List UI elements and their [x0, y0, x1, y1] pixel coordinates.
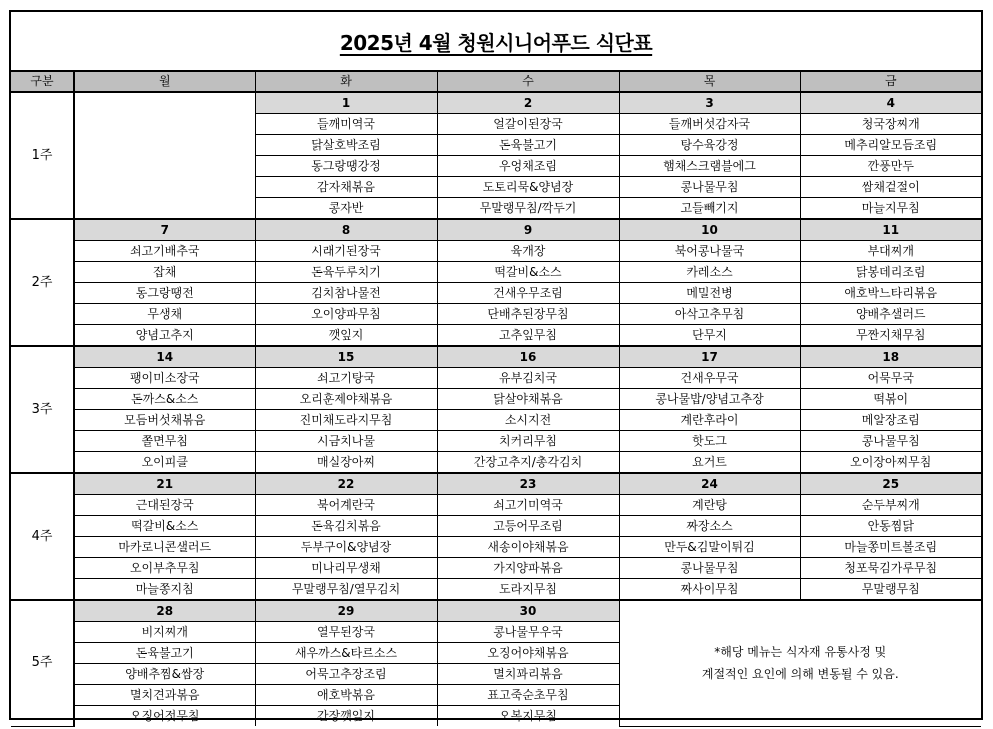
date-cell: 23 — [437, 473, 619, 495]
date-row — [11, 346, 981, 368]
menu-item: 쇠고기미역국 — [437, 495, 619, 516]
menu-item: 간장깻잎지 — [255, 706, 437, 727]
menu-item: 고추잎무침 — [437, 325, 619, 347]
menu-table — [11, 72, 981, 727]
menu-item: 돈육두루치기 — [255, 262, 437, 283]
menu-item: 카레소스 — [619, 262, 800, 283]
menu-row — [11, 579, 981, 601]
menu-item: 멸치꽈리볶음 — [437, 664, 619, 685]
menu-row — [11, 431, 981, 452]
note-line: *해당 메뉴는 식자재 유통사정 및 — [714, 645, 887, 660]
menu-item: 청국장찌개 — [800, 114, 981, 135]
menu-item: 오이장아찌무침 — [800, 452, 981, 474]
menu-item: 진미채도라지무침 — [255, 410, 437, 431]
menu-item: 깻잎지 — [255, 325, 437, 347]
menu-item: 콩나물무침 — [619, 558, 800, 579]
header-day: 목 — [619, 72, 800, 92]
menu-item: 떡갈비&소스 — [437, 262, 619, 283]
menu-item: 어묵고추장조림 — [255, 664, 437, 685]
menu-item: 계란탕 — [619, 495, 800, 516]
menu-item: 양배추찜&쌈장 — [74, 664, 255, 685]
title-bar — [11, 12, 981, 72]
menu-item: 간장고추지/총각김치 — [437, 452, 619, 474]
date-cell: 17 — [619, 346, 800, 368]
menu-item: 들깨미역국 — [255, 114, 437, 135]
menu-item: 마늘쫑지침 — [74, 579, 255, 601]
menu-row — [11, 537, 981, 558]
menu-item: 마카로니콘샐러드 — [74, 537, 255, 558]
menu-item: 순두부찌개 — [800, 495, 981, 516]
menu-item: 팽이미소장국 — [74, 368, 255, 389]
menu-item: 오리훈제야채볶음 — [255, 389, 437, 410]
date-row — [11, 600, 981, 622]
week-label: 2주 — [11, 219, 74, 346]
menu-item: 들깨버섯감자국 — [619, 114, 800, 135]
date-cell: 9 — [437, 219, 619, 241]
menu-item: 돈육불고기 — [437, 135, 619, 156]
menu-item: 열무된장국 — [255, 622, 437, 643]
menu-item: 계란후라이 — [619, 410, 800, 431]
menu-item: 부대찌개 — [800, 241, 981, 262]
date-cell: 4 — [800, 92, 981, 114]
menu-item: 미나리무생채 — [255, 558, 437, 579]
menu-item: 무짠지채무침 — [800, 325, 981, 347]
menu-item: 오징어젓무침 — [74, 706, 255, 727]
menu-item: 소시지전 — [437, 410, 619, 431]
date-cell: 16 — [437, 346, 619, 368]
menu-row — [11, 495, 981, 516]
menu-item: 콩자반 — [255, 198, 437, 220]
menu-item: 도토리묵&양념장 — [437, 177, 619, 198]
menu-item: 멸치견과볶음 — [74, 685, 255, 706]
menu-item: 애호박느타리볶음 — [800, 283, 981, 304]
menu-item: 오이피클 — [74, 452, 255, 474]
menu-item: 시금치나물 — [255, 431, 437, 452]
menu-item: 고들빼기지 — [619, 198, 800, 220]
menu-item: 깐풍만두 — [800, 156, 981, 177]
menu-row — [11, 241, 981, 262]
menu-item: 무말랭무침/깍두기 — [437, 198, 619, 220]
menu-item: 요거트 — [619, 452, 800, 474]
menu-item: 무말랭무침/열무김치 — [255, 579, 437, 601]
menu-item: 시래기된장국 — [255, 241, 437, 262]
menu-item: 동그랑땡강정 — [255, 156, 437, 177]
date-cell: 10 — [619, 219, 800, 241]
menu-item: 돈육김치볶음 — [255, 516, 437, 537]
menu-item: 만두&김말이튀김 — [619, 537, 800, 558]
date-cell: 2 — [437, 92, 619, 114]
date-cell: 3 — [619, 92, 800, 114]
date-cell: 28 — [74, 600, 255, 622]
menu-item: 모듬버섯채볶음 — [74, 410, 255, 431]
menu-row — [11, 410, 981, 431]
menu-item: 메밀전병 — [619, 283, 800, 304]
menu-item: 무생채 — [74, 304, 255, 325]
menu-item: 메추리알모듬조림 — [800, 135, 981, 156]
menu-item: 우엉채조림 — [437, 156, 619, 177]
header-day: 금 — [800, 72, 981, 92]
menu-item: 메알장조림 — [800, 410, 981, 431]
menu-item: 양념고추지 — [74, 325, 255, 347]
menu-item: 콩나물무우국 — [437, 622, 619, 643]
date-cell: 21 — [74, 473, 255, 495]
note-cell — [619, 600, 981, 726]
menu-row — [11, 368, 981, 389]
date-cell: 22 — [255, 473, 437, 495]
menu-row — [11, 325, 981, 347]
menu-item: 쇠고기탕국 — [255, 368, 437, 389]
week-label: 1주 — [11, 92, 74, 219]
menu-item: 짜사이무침 — [619, 579, 800, 601]
date-row — [11, 473, 981, 495]
menu-item: 잡채 — [74, 262, 255, 283]
date-cell: 7 — [74, 219, 255, 241]
menu-item: 마늘쫑미트볼조림 — [800, 537, 981, 558]
menu-item: 무말랭무침 — [800, 579, 981, 601]
menu-item: 육개장 — [437, 241, 619, 262]
menu-item: 애호박볶음 — [255, 685, 437, 706]
menu-item: 햄채스크램블에그 — [619, 156, 800, 177]
menu-item: 고등어무조림 — [437, 516, 619, 537]
menu-table-body — [11, 72, 981, 726]
date-cell: 15 — [255, 346, 437, 368]
menu-sheet — [9, 10, 983, 723]
menu-item: 닭살호박조림 — [255, 135, 437, 156]
menu-item: 안동찜닭 — [800, 516, 981, 537]
menu-item: 오복지무침 — [437, 706, 619, 727]
week-label: 4주 — [11, 473, 74, 600]
date-cell: 18 — [800, 346, 981, 368]
week-label: 5주 — [11, 600, 74, 726]
menu-row — [11, 283, 981, 304]
menu-item: 새우까스&타르소스 — [255, 643, 437, 664]
menu-item: 건새우무조림 — [437, 283, 619, 304]
menu-item: 얼갈이된장국 — [437, 114, 619, 135]
menu-item: 단무지 — [619, 325, 800, 347]
menu-item: 아삭고추무침 — [619, 304, 800, 325]
menu-item: 마늘지무침 — [800, 198, 981, 220]
menu-item: 떡볶이 — [800, 389, 981, 410]
menu-item: 매실장아찌 — [255, 452, 437, 474]
menu-item: 청포묵김가루무침 — [800, 558, 981, 579]
date-row — [11, 92, 981, 114]
menu-item: 가지양파볶음 — [437, 558, 619, 579]
date-cell: 8 — [255, 219, 437, 241]
date-cell: 24 — [619, 473, 800, 495]
menu-item: 오이양파무침 — [255, 304, 437, 325]
menu-item: 도라지무침 — [437, 579, 619, 601]
menu-item: 콩나물무침 — [800, 431, 981, 452]
menu-item: 유부김치국 — [437, 368, 619, 389]
menu-row — [11, 558, 981, 579]
date-cell: 1 — [255, 92, 437, 114]
menu-item: 표고죽순초무침 — [437, 685, 619, 706]
menu-item: 콩나물무침 — [619, 177, 800, 198]
menu-item: 돈까스&소스 — [74, 389, 255, 410]
header-gubun: 구분 — [11, 72, 74, 92]
menu-item: 북어계란국 — [255, 495, 437, 516]
menu-item: 쌈채겉절이 — [800, 177, 981, 198]
menu-item: 비지찌개 — [74, 622, 255, 643]
header-day: 월 — [74, 72, 255, 92]
date-cell: 30 — [437, 600, 619, 622]
menu-row — [11, 452, 981, 474]
page-title: 2025년 4월 청원시니어푸드 식단표 — [339, 30, 653, 55]
menu-item: 동그랑땡전 — [74, 283, 255, 304]
note-line: 계절적인 요인에 의해 변동될 수 있음. — [701, 667, 899, 682]
menu-item: 근대된장국 — [74, 495, 255, 516]
menu-row — [11, 304, 981, 325]
menu-item: 닭살야채볶음 — [437, 389, 619, 410]
menu-item: 닭봉데리조림 — [800, 262, 981, 283]
menu-item: 두부구이&양념장 — [255, 537, 437, 558]
date-cell: 11 — [800, 219, 981, 241]
menu-item: 오징어야채볶음 — [437, 643, 619, 664]
menu-item: 새송이야채볶음 — [437, 537, 619, 558]
menu-item: 김치참나물전 — [255, 283, 437, 304]
header-day: 수 — [437, 72, 619, 92]
menu-item: 짜장소스 — [619, 516, 800, 537]
menu-item: 탕수육강정 — [619, 135, 800, 156]
menu-item: 감자채볶음 — [255, 177, 437, 198]
date-cell: 14 — [74, 346, 255, 368]
menu-item: 오이부추무침 — [74, 558, 255, 579]
menu-row — [11, 389, 981, 410]
menu-item: 치커리무침 — [437, 431, 619, 452]
menu-item: 돈육불고기 — [74, 643, 255, 664]
menu-item: 쇠고기배추국 — [74, 241, 255, 262]
menu-item: 북어콩나물국 — [619, 241, 800, 262]
menu-item: 단배추된장무침 — [437, 304, 619, 325]
menu-item: 콩나물밥/양념고추장 — [619, 389, 800, 410]
menu-item: 양배추샐러드 — [800, 304, 981, 325]
date-cell: 29 — [255, 600, 437, 622]
week-label: 3주 — [11, 346, 74, 473]
empty-cell — [74, 92, 255, 219]
menu-item: 쫄면무침 — [74, 431, 255, 452]
header-day: 화 — [255, 72, 437, 92]
header-row — [11, 72, 981, 92]
date-row — [11, 219, 981, 241]
menu-item: 떡갈비&소스 — [74, 516, 255, 537]
menu-item: 건새우무국 — [619, 368, 800, 389]
menu-row — [11, 516, 981, 537]
menu-item: 핫도그 — [619, 431, 800, 452]
date-cell: 25 — [800, 473, 981, 495]
menu-item: 어묵무국 — [800, 368, 981, 389]
menu-row — [11, 262, 981, 283]
